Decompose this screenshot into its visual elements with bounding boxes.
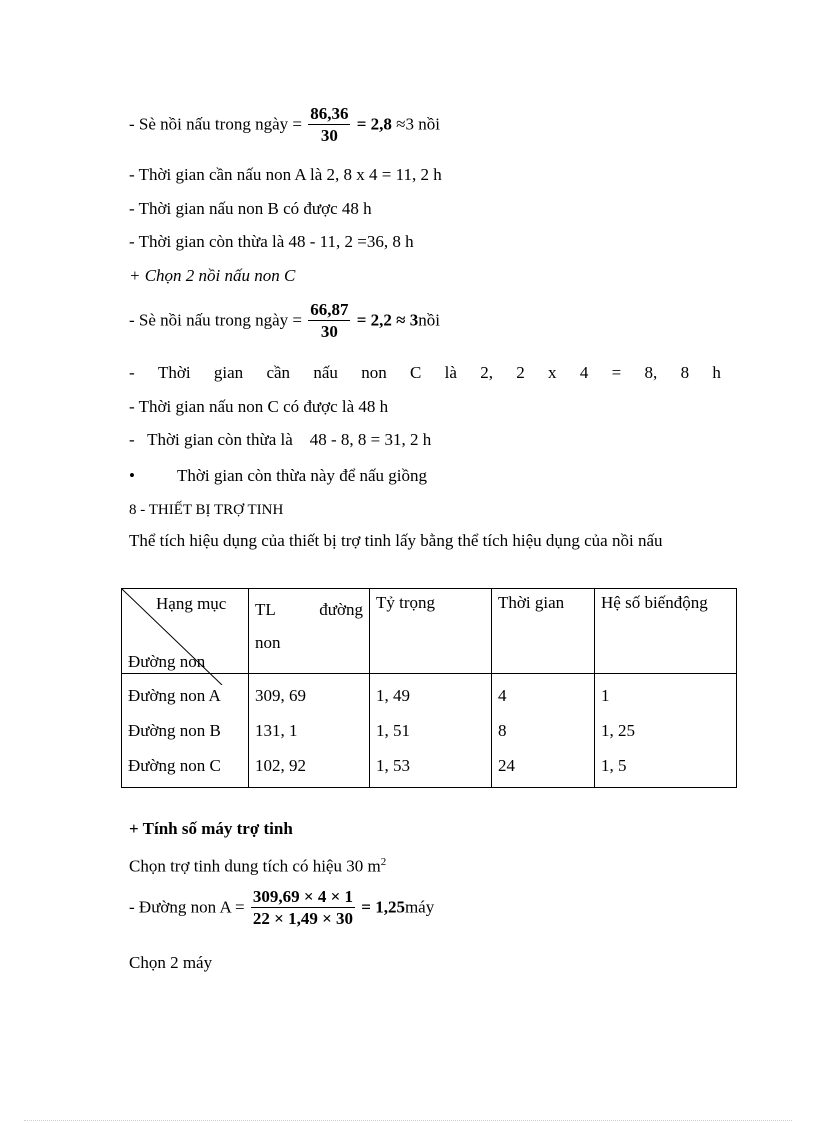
approx-result: ≈3 nồi — [396, 114, 440, 134]
corner-bottom-label: Đường non — [128, 652, 206, 671]
cell-value: 309, 69 — [255, 686, 306, 705]
cell-value: 1, 53 — [376, 756, 410, 775]
table-cell — [595, 674, 737, 788]
line-remaining-time-c: - Thời gian còn thừa là 48 - 8, 8 = 31, 2 h — [129, 430, 432, 449]
section-intro: Thể tích hiệu dụng của thiết bị trợ tinh lấy bằng thể tích hiệu dụng của nồi nấu — [129, 531, 663, 550]
header-word: non — [255, 633, 281, 652]
fraction — [308, 300, 350, 343]
unit: nồi — [418, 310, 440, 330]
cell-value: 1 — [601, 686, 610, 705]
cell-value: 1, 51 — [376, 721, 410, 740]
cell-value: 4 — [498, 686, 507, 705]
line-remaining-time-b: - Thời gian còn thừa là 48 - 11, 2 =36, 8 h — [129, 232, 414, 251]
capacity-sup: 2 — [380, 856, 387, 868]
cell-value: 1, 25 — [601, 721, 635, 740]
fraction-result: = 1,25 — [361, 897, 405, 917]
fraction — [308, 104, 350, 147]
fraction-denominator: 30 — [320, 322, 338, 341]
page-bottom-rule — [24, 1120, 792, 1121]
fraction-numerator: 86,36 — [310, 104, 349, 123]
section-heading: 8 - THIẾT BỊ TRỢ TINH — [129, 502, 284, 518]
fraction-result: = 2,8 — [356, 114, 392, 134]
bullet-icon: • — [129, 466, 135, 485]
cell-value: Đường non A — [128, 686, 221, 705]
header-cell: Hệ số biếnđộng — [595, 589, 737, 674]
word: Thời — [157, 363, 191, 382]
data-table — [121, 588, 737, 788]
word: - — [129, 363, 135, 382]
cell-value: 8 — [498, 721, 507, 740]
fraction-result: = 2,2 ≈ 3 — [356, 310, 419, 330]
header-cell — [249, 589, 370, 674]
fraction-denominator: 30 — [320, 126, 338, 145]
fraction — [251, 887, 355, 930]
line-cook-time-c — [129, 362, 721, 384]
corner-cell — [122, 589, 249, 674]
word: C — [409, 363, 422, 382]
header-word: đường — [319, 600, 363, 619]
unit: máy — [404, 897, 435, 917]
word: 2 — [516, 363, 525, 382]
line-prefix: - Sè nồi nấu trong ngày = — [129, 114, 302, 134]
word: nấu — [313, 363, 338, 382]
word: h — [712, 363, 721, 382]
cell-value: Đường non B — [128, 721, 221, 740]
fraction-denominator: 22 × 1,49 × 30 — [252, 909, 354, 928]
formula-line — [129, 887, 434, 930]
word: 8, — [644, 363, 658, 382]
table-cell — [249, 674, 370, 788]
formula-prefix: - Đường non A = — [129, 897, 245, 917]
line-cook-time-b: - Thời gian nấu non B có được 48 h — [129, 199, 372, 218]
word: 2, — [480, 363, 493, 382]
line-pans-per-day-c — [129, 300, 440, 343]
cell-value: 102, 92 — [255, 756, 306, 775]
line-choose-pans-c: + Chọn 2 nồi nấu non C — [129, 266, 296, 285]
cell-value: 1, 49 — [376, 686, 410, 705]
line-cook-time-a: - Thời gian cần nấu non A là 2, 8 x 4 = 11, 2 h — [129, 165, 442, 184]
word: gian — [213, 363, 244, 382]
word: non — [361, 363, 387, 382]
word: x — [548, 363, 557, 382]
table-header-row — [122, 589, 737, 674]
cell-value: 1, 5 — [601, 756, 627, 775]
table-cell — [492, 674, 595, 788]
cell-value: 24 — [498, 756, 515, 775]
fraction-numerator: 66,87 — [310, 300, 349, 319]
capacity-text: Chọn trợ tinh dung tích có hiệu 30 m — [129, 856, 381, 876]
capacity-line — [129, 851, 386, 878]
choice-line: Chọn 2 máy — [129, 953, 213, 972]
table-cell — [122, 674, 249, 788]
header-cell: Tỷ trọng — [370, 589, 492, 674]
table-cell — [370, 674, 492, 788]
line-pans-per-day-a — [129, 104, 440, 147]
count-heading: + Tính số máy trợ tinh — [129, 819, 293, 838]
word: là — [444, 363, 457, 382]
corner-top-label: Hạng mục — [156, 594, 227, 613]
word: = — [611, 363, 622, 382]
word: cần — [266, 363, 291, 382]
cell-value: Đường non C — [128, 756, 221, 775]
cell-value: 131, 1 — [255, 721, 298, 740]
table-row — [122, 674, 737, 788]
word: 4 — [579, 363, 589, 382]
line-cook-time-c-available: - Thời gian nấu non C có được là 48 h — [129, 397, 389, 416]
word: 8 — [680, 363, 690, 382]
header-word: TL — [255, 600, 276, 619]
bullet-line — [129, 465, 427, 487]
bullet-text: Thời gian còn thừa này để nấu giồng — [177, 466, 428, 485]
fraction-numerator: 309,69 × 4 × 1 — [252, 887, 354, 906]
line-prefix: - Sè nồi nấu trong ngày = — [129, 310, 302, 330]
header-cell: Thời gian — [492, 589, 595, 674]
